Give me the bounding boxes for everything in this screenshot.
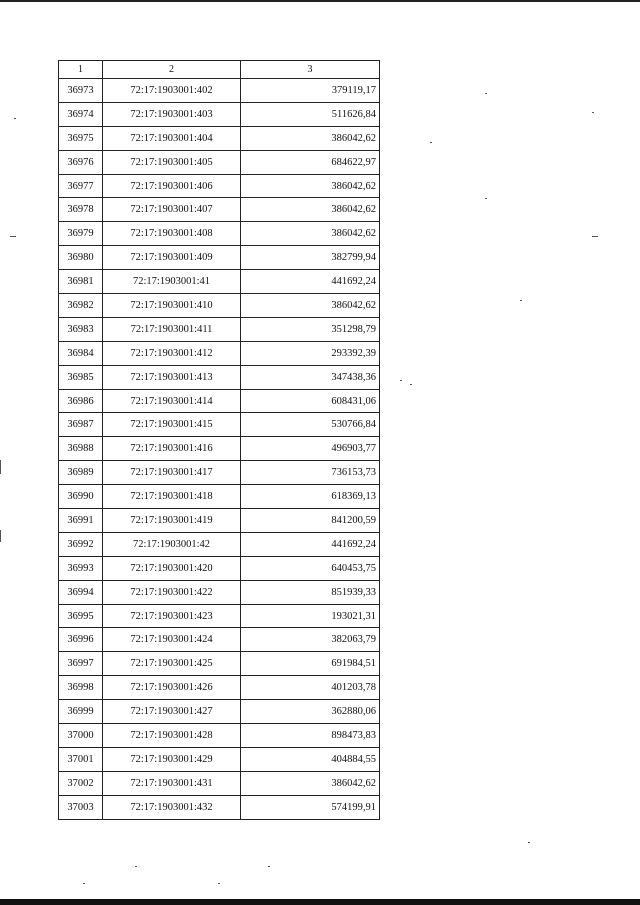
cadastral-number-cell: 72:17:1903001:404 [103, 126, 241, 150]
scan-bottom-edge [0, 899, 640, 905]
cadastral-value-cell: 511626,84 [241, 102, 380, 126]
cadastral-number-cell: 72:17:1903001:431 [103, 771, 241, 795]
row-number-cell: 37000 [59, 724, 103, 748]
cadastral-number-cell: 72:17:1903001:416 [103, 437, 241, 461]
table-row [59, 795, 380, 819]
scan-speck [485, 93, 487, 94]
row-number-cell: 36980 [59, 246, 103, 270]
cadastral-value-cell: 386042,62 [241, 198, 380, 222]
table-row [59, 485, 380, 509]
table-row [59, 628, 380, 652]
row-number-cell: 37001 [59, 747, 103, 771]
row-number-cell: 36994 [59, 580, 103, 604]
table-row [59, 341, 380, 365]
row-number-cell: 36992 [59, 532, 103, 556]
cadastral-value-cell: 401203,78 [241, 676, 380, 700]
row-number-cell: 36973 [59, 79, 103, 103]
cadastral-value-cell: 851939,33 [241, 580, 380, 604]
cadastral-value-cell: 386042,62 [241, 771, 380, 795]
row-number-cell: 36987 [59, 413, 103, 437]
cadastral-value-cell: 404884,55 [241, 747, 380, 771]
table-row [59, 532, 380, 556]
scan-speck [218, 883, 220, 884]
cadastral-value-cell: 386042,62 [241, 174, 380, 198]
cadastral-number-cell: 72:17:1903001:429 [103, 747, 241, 771]
row-number-cell: 36981 [59, 270, 103, 294]
cadastral-value-cell: 193021,31 [241, 604, 380, 628]
cadastral-number-cell: 72:17:1903001:42 [103, 532, 241, 556]
cadastral-number-cell: 72:17:1903001:418 [103, 485, 241, 509]
table-row [59, 246, 380, 270]
row-number-cell: 36982 [59, 294, 103, 318]
cadastral-value-cell: 530766,84 [241, 413, 380, 437]
cadastral-number-cell: 72:17:1903001:417 [103, 461, 241, 485]
row-number-cell: 37002 [59, 771, 103, 795]
cadastral-value-cell: 736153,73 [241, 461, 380, 485]
row-number-cell: 36974 [59, 102, 103, 126]
row-number-cell: 36983 [59, 317, 103, 341]
column-header-2: 2 [103, 61, 241, 79]
cadastral-number-cell: 72:17:1903001:419 [103, 509, 241, 533]
table-row [59, 724, 380, 748]
table-row [59, 652, 380, 676]
cadastral-number-cell: 72:17:1903001:427 [103, 700, 241, 724]
table-row [59, 294, 380, 318]
cadastral-value-cell: 386042,62 [241, 222, 380, 246]
table-row [59, 102, 380, 126]
row-number-cell: 36996 [59, 628, 103, 652]
cadastral-number-cell: 72:17:1903001:413 [103, 365, 241, 389]
cadastral-number-cell: 72:17:1903001:422 [103, 580, 241, 604]
table-row [59, 771, 380, 795]
table-body [59, 79, 380, 820]
cadastral-value-table [58, 60, 380, 820]
row-number-cell: 36975 [59, 126, 103, 150]
scan-speck [135, 866, 137, 867]
column-header-1: 1 [59, 61, 103, 79]
cadastral-value-cell: 382063,79 [241, 628, 380, 652]
scan-speck [0, 530, 1, 542]
row-number-cell: 36978 [59, 198, 103, 222]
table-row [59, 365, 380, 389]
row-number-cell: 36998 [59, 676, 103, 700]
cadastral-value-cell: 382799,94 [241, 246, 380, 270]
table-row [59, 604, 380, 628]
scan-speck [400, 380, 402, 381]
cadastral-value-cell: 386042,62 [241, 294, 380, 318]
row-number-cell: 36999 [59, 700, 103, 724]
cadastral-value-cell: 351298,79 [241, 317, 380, 341]
cadastral-value-cell: 441692,24 [241, 270, 380, 294]
table-header-row [59, 61, 380, 79]
cadastral-value-cell: 293392,39 [241, 341, 380, 365]
table-row [59, 461, 380, 485]
table-row [59, 413, 380, 437]
row-number-cell: 37003 [59, 795, 103, 819]
scan-speck [485, 198, 487, 199]
table-row [59, 437, 380, 461]
table-row [59, 198, 380, 222]
row-number-cell: 36988 [59, 437, 103, 461]
cadastral-number-cell: 72:17:1903001:405 [103, 150, 241, 174]
cadastral-number-cell: 72:17:1903001:420 [103, 556, 241, 580]
table-row [59, 676, 380, 700]
scan-speck [0, 460, 1, 474]
column-header-3: 3 [241, 61, 380, 79]
scan-speck [410, 384, 412, 385]
cadastral-number-cell: 72:17:1903001:409 [103, 246, 241, 270]
row-number-cell: 36989 [59, 461, 103, 485]
cadastral-number-cell: 72:17:1903001:402 [103, 79, 241, 103]
scan-speck [520, 300, 522, 301]
cadastral-value-cell: 347438,36 [241, 365, 380, 389]
scan-speck [10, 236, 16, 237]
cadastral-number-cell: 72:17:1903001:407 [103, 198, 241, 222]
cadastral-number-cell: 72:17:1903001:414 [103, 389, 241, 413]
table-row [59, 270, 380, 294]
cadastral-number-cell: 72:17:1903001:423 [103, 604, 241, 628]
cadastral-number-cell: 72:17:1903001:406 [103, 174, 241, 198]
cadastral-value-cell: 691984,51 [241, 652, 380, 676]
scan-top-edge [0, 0, 640, 2]
table-row [59, 174, 380, 198]
table-row [59, 317, 380, 341]
scan-speck [592, 112, 594, 113]
cadastral-value-cell: 496903,77 [241, 437, 380, 461]
row-number-cell: 36984 [59, 341, 103, 365]
row-number-cell: 36990 [59, 485, 103, 509]
cadastral-number-cell: 72:17:1903001:425 [103, 652, 241, 676]
cadastral-number-cell: 72:17:1903001:426 [103, 676, 241, 700]
row-number-cell: 36993 [59, 556, 103, 580]
row-number-cell: 36985 [59, 365, 103, 389]
cadastral-value-cell: 608431,06 [241, 389, 380, 413]
table-row [59, 580, 380, 604]
row-number-cell: 36976 [59, 150, 103, 174]
cadastral-number-cell: 72:17:1903001:412 [103, 341, 241, 365]
row-number-cell: 36986 [59, 389, 103, 413]
table-row [59, 79, 380, 103]
table-row [59, 700, 380, 724]
cadastral-number-cell: 72:17:1903001:424 [103, 628, 241, 652]
table-row [59, 747, 380, 771]
row-number-cell: 36979 [59, 222, 103, 246]
cadastral-value-cell: 684622,97 [241, 150, 380, 174]
cadastral-number-cell: 72:17:1903001:408 [103, 222, 241, 246]
cadastral-number-cell: 72:17:1903001:411 [103, 317, 241, 341]
row-number-cell: 36977 [59, 174, 103, 198]
cadastral-number-cell: 72:17:1903001:410 [103, 294, 241, 318]
cadastral-value-cell: 898473,83 [241, 724, 380, 748]
scan-speck [430, 142, 432, 143]
table-row [59, 222, 380, 246]
cadastral-value-cell: 618369,13 [241, 485, 380, 509]
row-number-cell: 36995 [59, 604, 103, 628]
table-row [59, 389, 380, 413]
table-row [59, 556, 380, 580]
cadastral-value-cell: 574199,91 [241, 795, 380, 819]
scan-speck [528, 842, 530, 843]
cadastral-value-cell: 379119,17 [241, 79, 380, 103]
row-number-cell: 36997 [59, 652, 103, 676]
cadastral-number-cell: 72:17:1903001:41 [103, 270, 241, 294]
scan-speck [592, 236, 598, 237]
cadastral-number-cell: 72:17:1903001:415 [103, 413, 241, 437]
row-number-cell: 36991 [59, 509, 103, 533]
cadastral-number-cell: 72:17:1903001:403 [103, 102, 241, 126]
scan-speck [268, 866, 270, 867]
table-row [59, 509, 380, 533]
cadastral-number-cell: 72:17:1903001:432 [103, 795, 241, 819]
table-row [59, 150, 380, 174]
table-row [59, 126, 380, 150]
cadastral-value-cell: 841200,59 [241, 509, 380, 533]
cadastral-value-cell: 386042,62 [241, 126, 380, 150]
cadastral-number-cell: 72:17:1903001:428 [103, 724, 241, 748]
cadastral-value-cell: 640453,75 [241, 556, 380, 580]
cadastral-value-cell: 362880,06 [241, 700, 380, 724]
cadastral-value-cell: 441692,24 [241, 532, 380, 556]
scan-speck [14, 118, 16, 119]
scan-speck [83, 883, 85, 884]
